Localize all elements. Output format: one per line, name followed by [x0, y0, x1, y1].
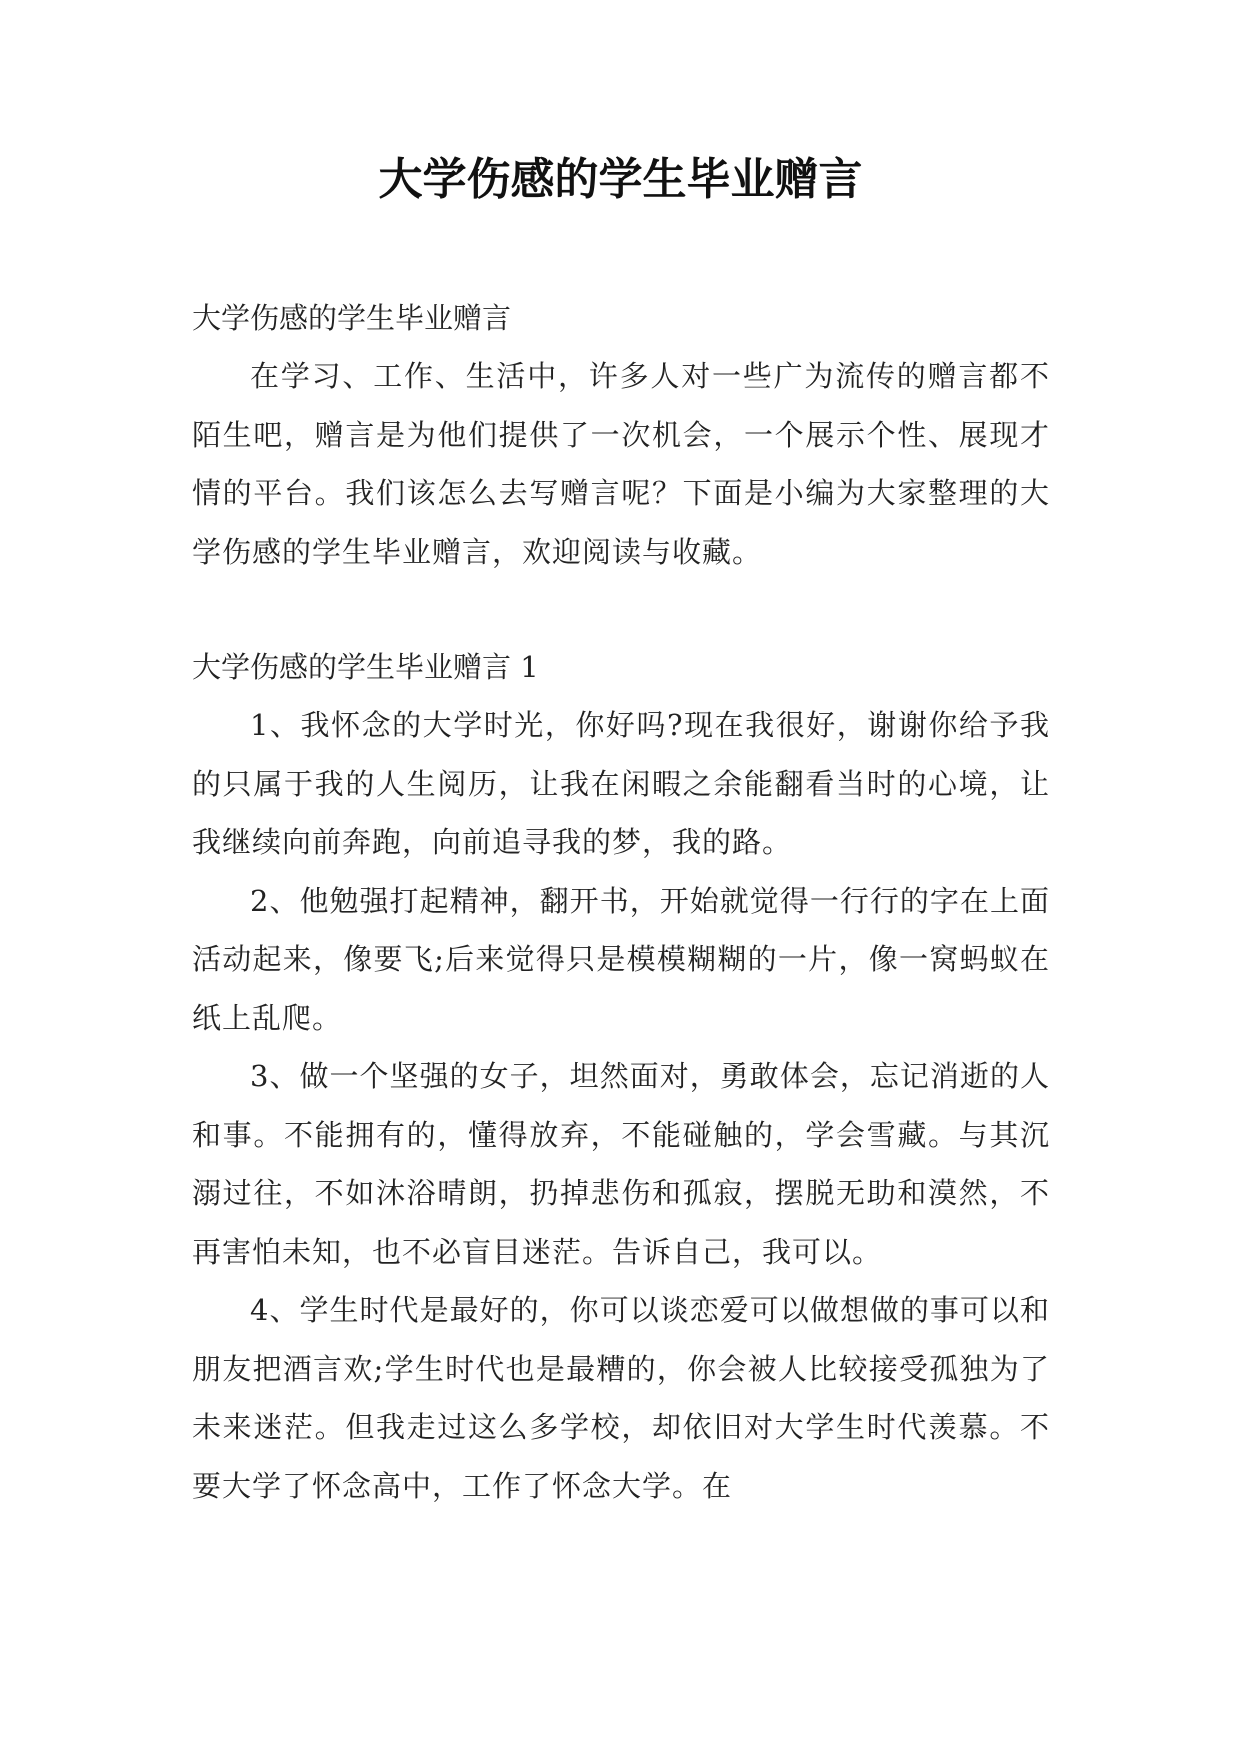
intro-section	[192, 289, 1050, 581]
section-1-heading: 大学伤感的学生毕业赠言 1	[192, 650, 539, 684]
intro-heading: 大学伤感的学生毕业赠言	[192, 301, 512, 335]
section-1-item: 1、我怀念的大学时光，你好吗?现在我很好，谢谢你给予我的只属于我的人生阅历，让我在闲暇之余能翻看当时的心境，让我继续向前奔跑，向前追寻我的梦，我的路。	[192, 708, 1050, 859]
section-1-item: 4、学生时代是最好的，你可以谈恋爱可以做想做的事可以和朋友把酒言欢;学生时代也是最糟的，你会被人比较接受孤独为了未来迷茫。但我走过这么多学校，却依旧对大学生时代羡慕。不要大学了怀念高中，工作了怀念大学。在	[192, 1293, 1050, 1503]
intro-paragraph: 在学习、工作、生活中，许多人对一些广为流传的赠言都不陌生吧，赠言是为他们提供了一次机会，一个展示个性、展现才情的平台。我们该怎么去写赠言呢？下面是小编为大家整理的大学伤感的学生毕业赠言，欢迎阅读与收藏。	[192, 359, 1050, 569]
section-1	[192, 638, 1050, 1515]
section-1-item: 3、做一个坚强的女子，坦然面对，勇敢体会，忘记消逝的人和事。不能拥有的，懂得放弃，不能碰触的，学会雪藏。与其沉溺过往，不如沐浴晴朗，扔掉悲伤和孤寂，摆脱无助和漠然，不再害怕未知，也不必盲目迷茫。告诉自己，我可以。	[192, 1059, 1050, 1269]
document-title: 大学伤感的学生毕业赠言	[378, 154, 863, 205]
section-1-item: 2、他勉强打起精神，翻开书，开始就觉得一行行的字在上面活动起来，像要飞;后来觉得只是模模糊糊的一片，像一窝蚂蚁在纸上乱爬。	[192, 883, 1050, 1035]
